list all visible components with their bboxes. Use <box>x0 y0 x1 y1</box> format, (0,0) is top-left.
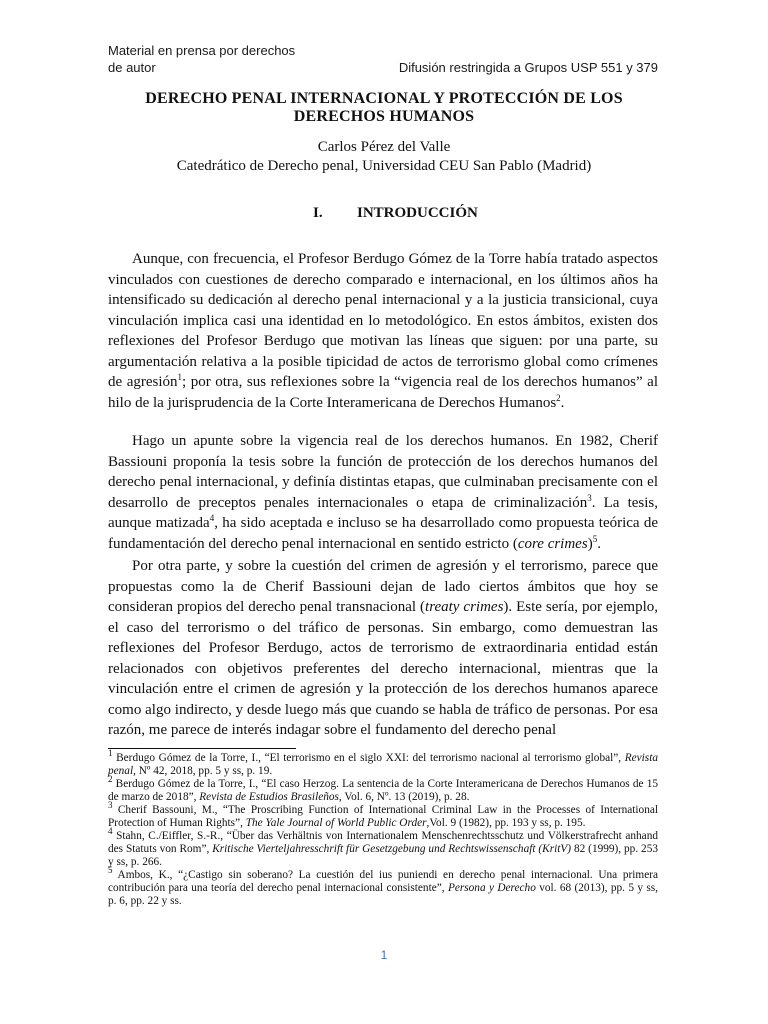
footnote-source-title: Revista de Estudios Brasileños <box>199 791 339 803</box>
header-left-line1: Material en prensa por derechos <box>108 43 296 58</box>
title-line-1: DERECHO PENAL INTERNACIONAL Y PROTECCIÓN DE LOS <box>145 90 623 107</box>
text-run: vol. 68 (2013), pp. 5 y ss, p. 6, pp. 22 y ss. <box>108 882 658 907</box>
footnote-number: 2 <box>108 774 113 785</box>
title-line-2: DERECHOS HUMANOS <box>293 108 475 125</box>
page-number: 1 <box>380 948 388 962</box>
paragraph-1 <box>108 249 658 413</box>
author-block <box>100 138 668 176</box>
italic-term: core crimes <box>517 535 588 552</box>
footnote-source-title: The Yale Journal of World Public Order <box>245 817 427 829</box>
footnote-number: 4 <box>108 826 113 837</box>
text-run: Berdugo Gómez de la Torre, I., “El terrorismo en el siglo XXI: del terrorismo nacional al terrorismo global”, <box>112 752 625 764</box>
text-run: . <box>597 535 601 552</box>
text-run: Stahn, C./Eiffler, S.-R., “Über das Verhältnis von Internationalem Menschenrechtsschutz und Völkerstrafrecht anhand des Statuts von Rom”, <box>108 830 658 855</box>
footnote-ref-5[interactable]: 5 <box>592 533 598 544</box>
text-run: , ha sido aceptada e incluso se ha desarrollado como propuesta teórica de fundamentación del derecho penal internacional en sentido estricto ( <box>108 515 658 552</box>
header-copyright-note <box>108 42 295 76</box>
text-run: Hago un apunte sobre la vigencia real de los derechos humanos. En 1982, Cherif Bassiouni proponía la tesis sobre la función de protección de los derechos humanos del derecho penal internacional, y definía distintas etapas, que culminaban precisamente con el desarrollo de preceptos penales internacionales o etapa de criminalización <box>108 433 658 511</box>
text-run: Aunque, con frecuencia, el Profesor Berdugo Gómez de la Torre había tratado aspectos vinculados con cuestiones de derecho comparado e internacional, en los últimos años ha intensificado su dedicación al derecho penal internacional y a la justicia transicional, cuya vinculación implica casi una identidad en lo metodológico. En estos ámbitos, existen dos reflexiones del Profesor Berdugo que motivan las líneas que siguen: por una parte, su argumentación relativa a la posible tipicidad de actos de terrorismo global como crímenes de agresión <box>108 251 658 390</box>
text-run: ,Vol. 9 (1982), pp. 193 y ss, p. 195. <box>426 817 586 829</box>
footnote-ref-1[interactable]: 1 <box>177 372 183 382</box>
author-name: Carlos Pérez del Valle <box>317 139 451 155</box>
footnote-5 <box>108 865 658 908</box>
text-run: 82 (1999), pp. 253 y ss, p. 266. <box>108 843 659 868</box>
footnote-ref-4[interactable]: 4 <box>209 513 215 523</box>
section-title: INTRODUCCIÓN <box>357 205 478 221</box>
text-run: Ambos, K., “¿Castigo sin soberano? La cuestión del ius puniendi en derecho penal internacional. Una primera contribución para una teoría del derecho penal internacional consistente”, <box>108 869 658 894</box>
text-run: , Vol. 6, Nº. 13 (2019), p. 28. <box>338 791 470 803</box>
footnote-ref-2[interactable]: 2 <box>556 392 561 403</box>
footnote-source-title: Persona y Derecho <box>447 882 536 894</box>
footnote-3 <box>108 800 658 830</box>
footnote-source-title: Revista penal <box>108 752 658 777</box>
text-run: Cherif Bassouni, M., “The Proscribing Function of International Criminal Law in the Processes of International Protection of Human Rights”, <box>108 804 658 829</box>
text-run: Por otra parte, y sobre la cuestión del crimen de agresión y el terrorismo, parece que propuestas como la de Cherif Bassiouni dejan de lado ciertos ámbitos que hoy se consideran propios del derecho penal transnacional ( <box>108 558 658 615</box>
header-distribution-note: Difusión restringida a Grupos USP 551 y 379 <box>398 60 658 75</box>
italic-term: treaty crimes <box>425 599 504 615</box>
footnote-ref-3[interactable]: 3 <box>587 492 592 503</box>
footnote-number: 1 <box>108 748 113 759</box>
footnotes <box>108 748 659 908</box>
footnote-number: 5 <box>108 865 113 876</box>
text-run: ). Este sería, por ejemplo, el caso del terrorismo o del tráfico de personas. Sin embargo, como demuestran las reflexiones del Profesor Berdugo, actos de terrorismo de extraordinaria entidad están relacionados con objetivos preferentes del derecho internacional, mientras que la vinculación entre el crimen de agresión y la protección de los derechos humanos aparece como algo indirecto, y desde luego más que cuando se habla de tráfico de personas. Por esa razón, me parece de interés indagar sobre el fundamento del derecho penal <box>108 599 658 738</box>
paragraph-2 <box>108 431 658 554</box>
section-heading <box>313 205 478 222</box>
footnote-2 <box>108 774 658 804</box>
footnote-source-title: Kritische Vierteljahresschrift für Gesetzgebung und Rechtswissenschaft (KritV) <box>212 843 572 855</box>
text-run: . <box>560 394 565 411</box>
paragraph-3 <box>108 556 658 741</box>
article-title <box>100 90 668 126</box>
footnote-separator <box>108 748 296 749</box>
footnote-1 <box>108 748 658 778</box>
text-run: Berdugo Gómez de la Torre, I., “El caso Herzog. La sentencia de la Corte Interamericana de Derechos Humanos de 15 de marzo de 2018”, <box>108 778 658 803</box>
footnote-4 <box>108 826 659 869</box>
text-run: ; por otra, sus reflexiones sobre la “vigencia real de los derechos humanos” al hilo de la jurisprudencia de la Corte Interamericana de Derechos Humanos <box>108 374 658 411</box>
author-affiliation: Catedrático de Derecho penal, Universidad CEU San Pablo (Madrid) <box>176 158 592 174</box>
text-run: , Nº 42, 2018, pp. 5 y ss, p. 19. <box>133 765 273 777</box>
footnote-number: 3 <box>108 800 113 811</box>
section-number: I. <box>313 205 323 221</box>
header-left-line2: de autor <box>108 60 156 75</box>
text-run: ) <box>587 535 593 552</box>
text-run: . La tesis, aunque matizada <box>108 494 658 531</box>
